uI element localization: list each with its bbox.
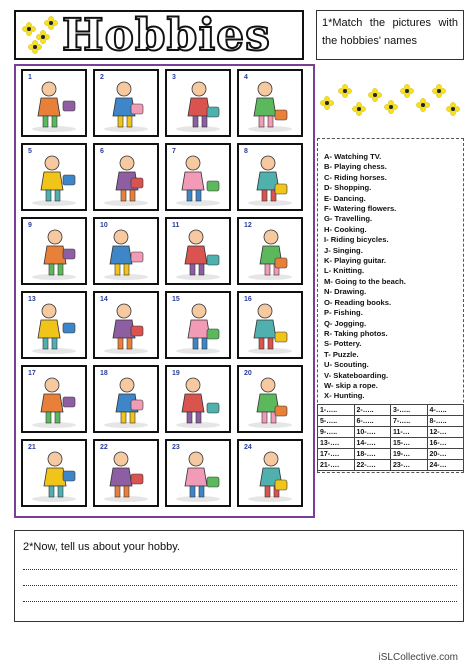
hobby-illustration-icon [23, 219, 85, 283]
hobby-item: O- Reading books. [324, 297, 392, 307]
picture-cell [165, 365, 231, 433]
picture-cell [237, 365, 303, 433]
flower-icon [320, 96, 334, 110]
flower-icon [44, 16, 58, 30]
writing-line[interactable] [23, 601, 457, 602]
hobby-item: P- Fishing. [324, 308, 363, 318]
hobbies-list [324, 152, 406, 402]
hobby-item: B- Playing chess. [324, 162, 387, 172]
picture-cell [165, 291, 231, 359]
picture-number: 5 [28, 148, 32, 155]
instruction-1: 1*Match the pictures with the hobbies' names [316, 10, 464, 60]
instruction-2: 2*Now, tell us about your hobby. [23, 541, 180, 553]
flower-icon [400, 84, 414, 98]
hobby-item: C- Riding horses. [324, 172, 387, 182]
picture-number: 21 [28, 444, 36, 451]
flower-icon [368, 88, 382, 102]
answer-cell[interactable]: 18-…. [354, 449, 391, 460]
picture-cell [237, 439, 303, 507]
hobby-item: G- Travelling. [324, 214, 373, 224]
answer-cell[interactable]: 14-…. [354, 438, 391, 449]
answer-cell[interactable]: 10-…. [354, 427, 391, 438]
picture-cell [93, 143, 159, 211]
answer-cell[interactable]: 24-… [427, 460, 464, 471]
flower-icon [416, 98, 430, 112]
picture-number: 12 [244, 222, 252, 229]
picture-number: 13 [28, 296, 36, 303]
picture-number: 19 [172, 370, 180, 377]
flower-icon [338, 84, 352, 98]
hobby-item: A- Watching TV. [324, 152, 382, 161]
answer-cell[interactable]: 20-… [427, 449, 464, 460]
picture-cell [93, 291, 159, 359]
picture-number: 7 [172, 148, 176, 155]
hobby-item: R- Taking photos. [324, 328, 388, 338]
answer-cell[interactable]: 6-….. [354, 416, 391, 427]
hobby-illustration-icon [167, 145, 229, 209]
answer-cell[interactable]: 11-… [391, 427, 428, 438]
hobby-item: E- Dancing. [324, 193, 366, 203]
picture-number: 22 [100, 444, 108, 451]
picture-cell [165, 69, 231, 137]
writing-section [14, 530, 464, 622]
hobby-item: M- Going to the beach. [324, 276, 406, 286]
picture-cell [165, 217, 231, 285]
hobby-item: J- Singing. [324, 245, 363, 255]
picture-number: 24 [244, 444, 252, 451]
picture-cell [237, 291, 303, 359]
picture-cell [21, 365, 87, 433]
answer-cell[interactable]: 22-…. [354, 460, 391, 471]
hobby-illustration-icon [95, 71, 157, 135]
hobby-item: H- Cooking. [324, 224, 367, 234]
picture-number: 4 [244, 74, 248, 81]
hobby-item: U- Scouting. [324, 360, 369, 370]
hobby-illustration-icon [95, 145, 157, 209]
picture-cell [93, 365, 159, 433]
answers-row [318, 438, 464, 449]
hobby-illustration-icon [167, 71, 229, 135]
picture-cell [21, 143, 87, 211]
hobby-item: I- Riding bicycles. [324, 235, 389, 245]
hobby-item: S- Pottery. [324, 339, 362, 349]
hobby-illustration-icon [23, 71, 85, 135]
answer-cell[interactable]: 9-….. [318, 427, 355, 438]
picture-number: 18 [100, 370, 108, 377]
picture-number: 3 [172, 74, 176, 81]
picture-cell [21, 69, 87, 137]
picture-cell [21, 291, 87, 359]
hobby-illustration-icon [23, 145, 85, 209]
answers-row [318, 405, 464, 416]
answer-cell[interactable]: 19-… [391, 449, 428, 460]
answer-cell[interactable]: 1-….. [318, 405, 355, 416]
flower-icon [22, 22, 36, 36]
answer-cell[interactable]: 13-…. [318, 438, 355, 449]
picture-cell [93, 69, 159, 137]
picture-number: 11 [172, 222, 180, 229]
hobby-item: L- Knitting. [324, 266, 365, 276]
answer-cell[interactable]: 23-… [391, 460, 428, 471]
picture-cell [165, 143, 231, 211]
answers-table [317, 404, 464, 471]
hobby-illustration-icon [239, 145, 301, 209]
answer-cell[interactable]: 7-….. [391, 416, 428, 427]
answer-cell[interactable]: 21-…. [318, 460, 355, 471]
hobby-item: N- Drawing. [324, 287, 367, 297]
answer-cell[interactable]: 17-…. [318, 449, 355, 460]
picture-number: 14 [100, 296, 108, 303]
picture-number: 8 [244, 148, 248, 155]
flower-icon [384, 100, 398, 114]
picture-number: 2 [100, 74, 104, 81]
picture-number: 9 [28, 222, 32, 229]
picture-cell [93, 217, 159, 285]
answer-cell[interactable]: 8-….. [427, 416, 464, 427]
picture-grid [14, 64, 315, 518]
answers-row [318, 416, 464, 427]
hobby-item: X- Hunting. [324, 391, 365, 401]
picture-cell [237, 143, 303, 211]
answer-cell[interactable]: 5-….. [318, 416, 355, 427]
hobby-item: K- Playing guitar. [324, 256, 387, 266]
hobby-item: Q- Jogging. [324, 318, 367, 328]
picture-cell [237, 217, 303, 285]
picture-number: 20 [244, 370, 252, 377]
flower-icon [432, 84, 446, 98]
answer-cell[interactable]: 4-….. [427, 405, 464, 416]
picture-number: 10 [100, 222, 108, 229]
answers-row [318, 427, 464, 438]
answers-row [318, 460, 464, 471]
picture-number: 6 [100, 148, 104, 155]
hobby-item: F- Watering flowers. [324, 204, 397, 214]
picture-cell [21, 439, 87, 507]
hobby-item: V- Skateboarding. [324, 370, 389, 380]
flower-icon [352, 102, 366, 116]
page-title: Hobbies [62, 10, 271, 61]
answer-cell[interactable]: 3-….. [391, 405, 428, 416]
answer-cell[interactable]: 2-….. [354, 405, 391, 416]
answer-cell[interactable]: 12-… [427, 427, 464, 438]
title-box [14, 10, 304, 60]
picture-cell [21, 217, 87, 285]
answer-cell[interactable]: 15-… [391, 438, 428, 449]
picture-cell [165, 439, 231, 507]
picture-number: 1 [28, 74, 32, 81]
picture-number: 17 [28, 370, 36, 377]
flower-icon [28, 40, 42, 54]
hobby-item: T- Puzzle. [324, 349, 359, 359]
hobby-item: W- skip a rope. [324, 380, 378, 390]
writing-line[interactable] [23, 585, 457, 586]
answers-row [318, 449, 464, 460]
picture-number: 23 [172, 444, 180, 451]
hobby-item: D- Shopping. [324, 183, 372, 193]
writing-line[interactable] [23, 569, 457, 570]
picture-cell [93, 439, 159, 507]
hobby-illustration-icon [239, 71, 301, 135]
footer-credit: iSLCollective.com [378, 652, 458, 663]
flower-icon [446, 102, 460, 116]
flowers-decoration [316, 78, 466, 128]
picture-number: 15 [172, 296, 180, 303]
picture-number: 16 [244, 296, 252, 303]
answer-cell[interactable]: 16-… [427, 438, 464, 449]
picture-cell [237, 69, 303, 137]
